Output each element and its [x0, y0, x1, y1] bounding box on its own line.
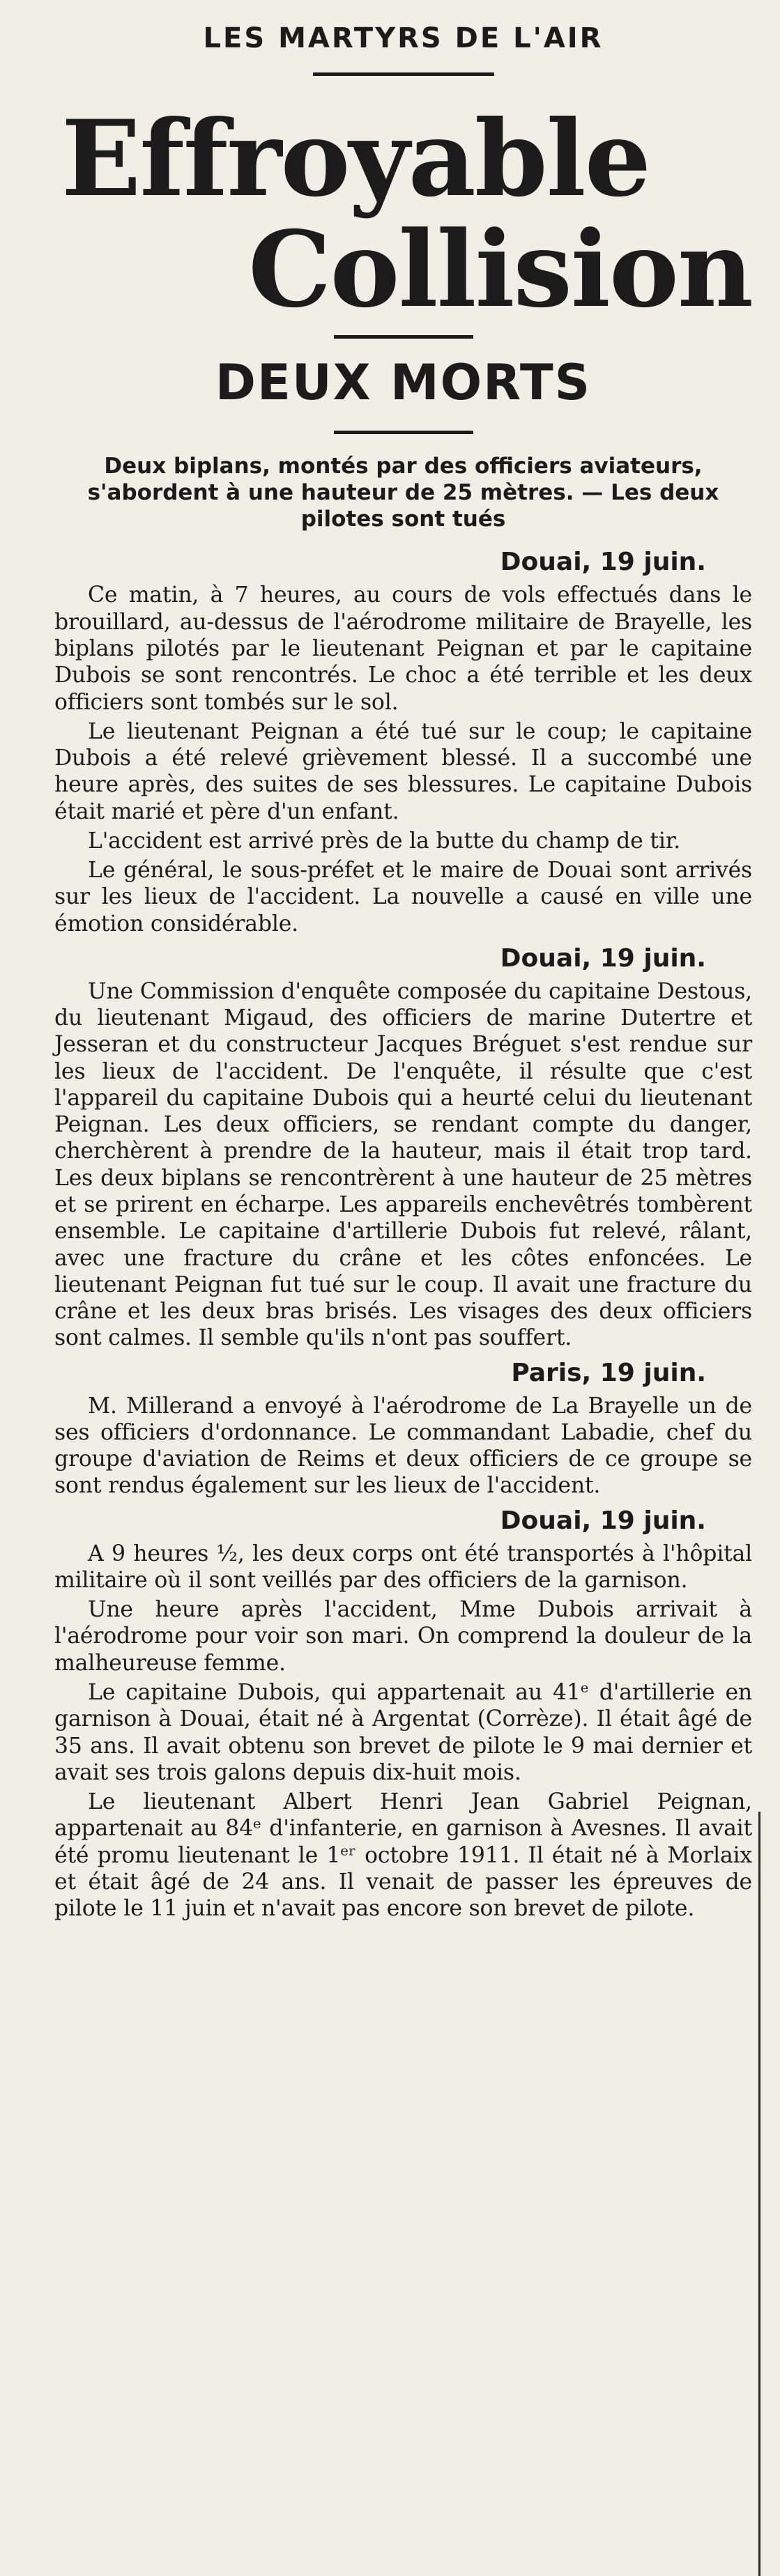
subhead-rule — [334, 431, 473, 434]
paragraph: Une heure après l'accident, Mme Dubois arrivait à l'aérodrome pour voir son mari. On comprend la douleur de la malheureuse femme. — [54, 1597, 752, 1676]
dateline: Douai, 19 juin. — [500, 548, 706, 577]
article-section — [54, 548, 752, 936]
dateline: Douai, 19 juin. — [500, 1506, 706, 1535]
subheadline: DEUX MORTS — [215, 354, 592, 411]
kicker-rule — [313, 72, 494, 76]
paragraph: Une Commission d'enquête composée du capitaine Destous, du lieutenant Migaud, des officiers de marine Dutertre et Jesseran et du constructeur Jacques Bréguet s'est rendue sur les lieux de l'accident. De l'enquête, il résulte que c'est l'appareil du capitaine Dubois qui a heurté celui du lieutenant Peignan. Les deux officiers, se rendant compte du danger, cherchèrent à prendre de la hauteur, mais il était trop tard. Les deux biplans se rencontrèrent à une hauteur de 25 mètres et se prirent en écharpe. Les appareils enchevêtrés tombèrent ensemble. Le capitaine d'artillerie Dubois fut relevé, râlant, avec une fracture du crâne et les côtes enfoncées. Le lieutenant Peignan fut tué sur le coup. Il avait une fracture du crâne et les deux bras brisés. Les visages des deux officiers sont calmes. Il semble qu'ils n'ont pas souffert. — [54, 978, 752, 1351]
adjacent-column-edge — [758, 1812, 774, 2576]
paragraph: L'accident est arrivé près de la butte du champ de tir. — [88, 828, 680, 854]
paragraph: Le capitaine Dubois, qui appartenait au 41ᵉ d'artillerie en garnison à Douai, était né à Argentat (Corrèze). Il était âgé de 35 ans. Il avait obtenu son brevet de pilote le 9 mai dernier et avait ses trois galons depuis dix-huit mois. — [54, 1680, 752, 1785]
paragraph: Le lieutenant Peignan a été tué sur le coup; le capitaine Dubois a été relevé grièvement blessé. Il a succombé une heure après, des suites de ses blessures. Le capitaine Dubois était marié et père d'un enfant. — [54, 718, 752, 824]
paragraph: A 9 heures ½, les deux corps ont été transportés à l'hôpital militaire où il sont veillés par des officiers de la garnison. — [54, 1541, 752, 1593]
deck-summary: Deux biplans, montés par des officiers aviateurs, s'abordent à une hauteur de 25 mètres. — Les deux pilotes sont tués — [87, 454, 719, 532]
paragraph: M. Millerand a envoyé à l'aérodrome de La Brayelle un de ses officiers d'ordonnance. Le commandant Labadie, chef du groupe d'aviation de Reims et deux officiers de ce groupe se sont rendus également sur les lieux de l'accident. — [54, 1393, 752, 1499]
article-section — [54, 1359, 752, 1499]
article-section — [54, 1506, 752, 1922]
dateline: Douai, 19 juin. — [500, 943, 706, 973]
article-section — [54, 944, 752, 1352]
paragraph: Le général, le sous-préfet et le maire de Douai sont arrivés sur les lieux de l'accident. La nouvelle a causé en ville une émotion considérable. — [54, 858, 752, 936]
paragraph: Le lieutenant Albert Henri Jean Gabriel Peignan, appartenait au 84ᵉ d'infanterie, en garnison à Avesnes. Il avait été promu lieutenant le 1ᵉʳ octobre 1911. Il était né à Morlaix et était âgé de 24 ans. Il venait de passer les épreuves de pilote le 11 juin et n'avait pas encore son brevet de pilote. — [54, 1789, 752, 1922]
headline-rule — [334, 335, 473, 339]
dateline: Paris, 19 juin. — [511, 1358, 706, 1387]
paragraph: Ce matin, à 7 heures, au cours de vols effectués dans le brouillard, au-dessus de l'aérodrome militaire de Brayelle, les biplans pilotés par le lieutenant Peignan et par le capitaine Dubois se sont rencontrés. Le choc a été terrible et les deux officiers sont tombés sur le sol. — [54, 583, 752, 715]
headline-line-1: Effroyable — [61, 98, 650, 220]
section-kicker: LES MARTYRS DE L'AIR — [203, 22, 604, 54]
headline-line-2: Collision — [248, 208, 752, 331]
